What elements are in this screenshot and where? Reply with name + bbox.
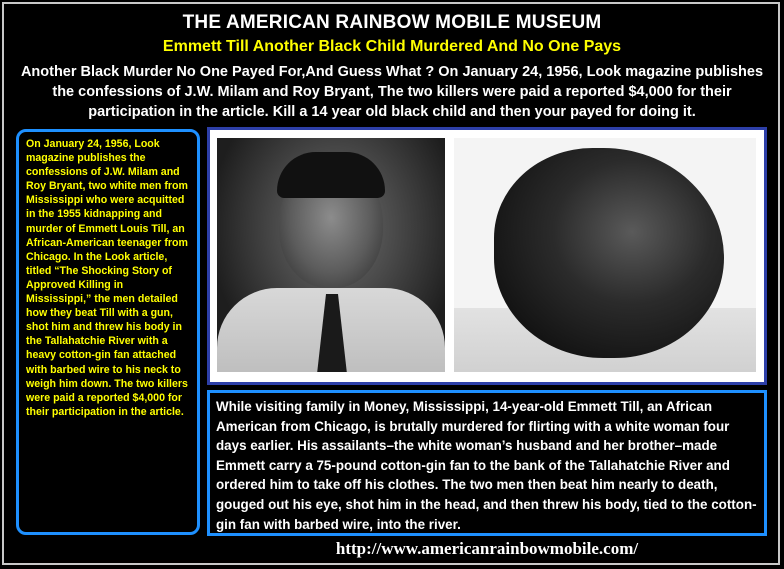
page-title: THE AMERICAN RAINBOW MOBILE MUSEUM <box>182 12 602 33</box>
portrait-photo <box>217 138 445 372</box>
story-paragraph: While visiting family in Money, Mississippi, 14-year-old Emmett Till, an African American from Chicago, is brutally murdered for flirting with a white woman four days earlier. His assailants–the white woman’s husband and her brother–made Emmett carry a 75-pound cotton-gin fan to the bank of the Tallahatchie River and ordered him to take off his clothes. The two men then beat him nearly to death, gouged out his eye, shot him in the head, and then threw his body, tied to the cotton-gin fan with barbed wire, into the river. <box>216 399 757 532</box>
intro-paragraph: Another Black Murder No One Payed For,And Guess What ? On January 24, 1956, Look magazine publishes the confessions of J.W. Milam and Roy Bryant, The two killers were paid a reported $4,000 for their participation in the article. Kill a 14 year old black child and then your payed for doing it. <box>20 64 764 120</box>
sidebar-paragraph: On January 24, 1956, Look magazine publishes the confessions of J.W. Milam and Roy Bryant, two white men from Mississippi who were acquitted in the 1955 kidnapping and murder of Emmett Louis Till, an African-American teenager from Chicago. In the Look article, titled “The Shocking Story of Approved Killing in Mississippi,” the men detailed how they beat Till with a gun, shot him and threw his body in the Tallahatchie River with a heavy cotton-gin fan attached with barbed wire to his neck to weigh him down. The two killers were paid a reported $4,000 for their participation in the article. <box>26 138 188 418</box>
portrait-hair <box>277 152 385 198</box>
photo-panel <box>207 127 767 385</box>
website-url: http://www.americanrainbowmobile.com/ <box>335 539 639 558</box>
sidebar-text-box <box>16 129 200 535</box>
second-photo <box>454 138 756 372</box>
story-text-box <box>207 390 767 536</box>
page-subtitle: Emmett Till Another Black Child Murdered And No One Pays <box>162 38 622 55</box>
second-photo-subject <box>494 148 724 358</box>
